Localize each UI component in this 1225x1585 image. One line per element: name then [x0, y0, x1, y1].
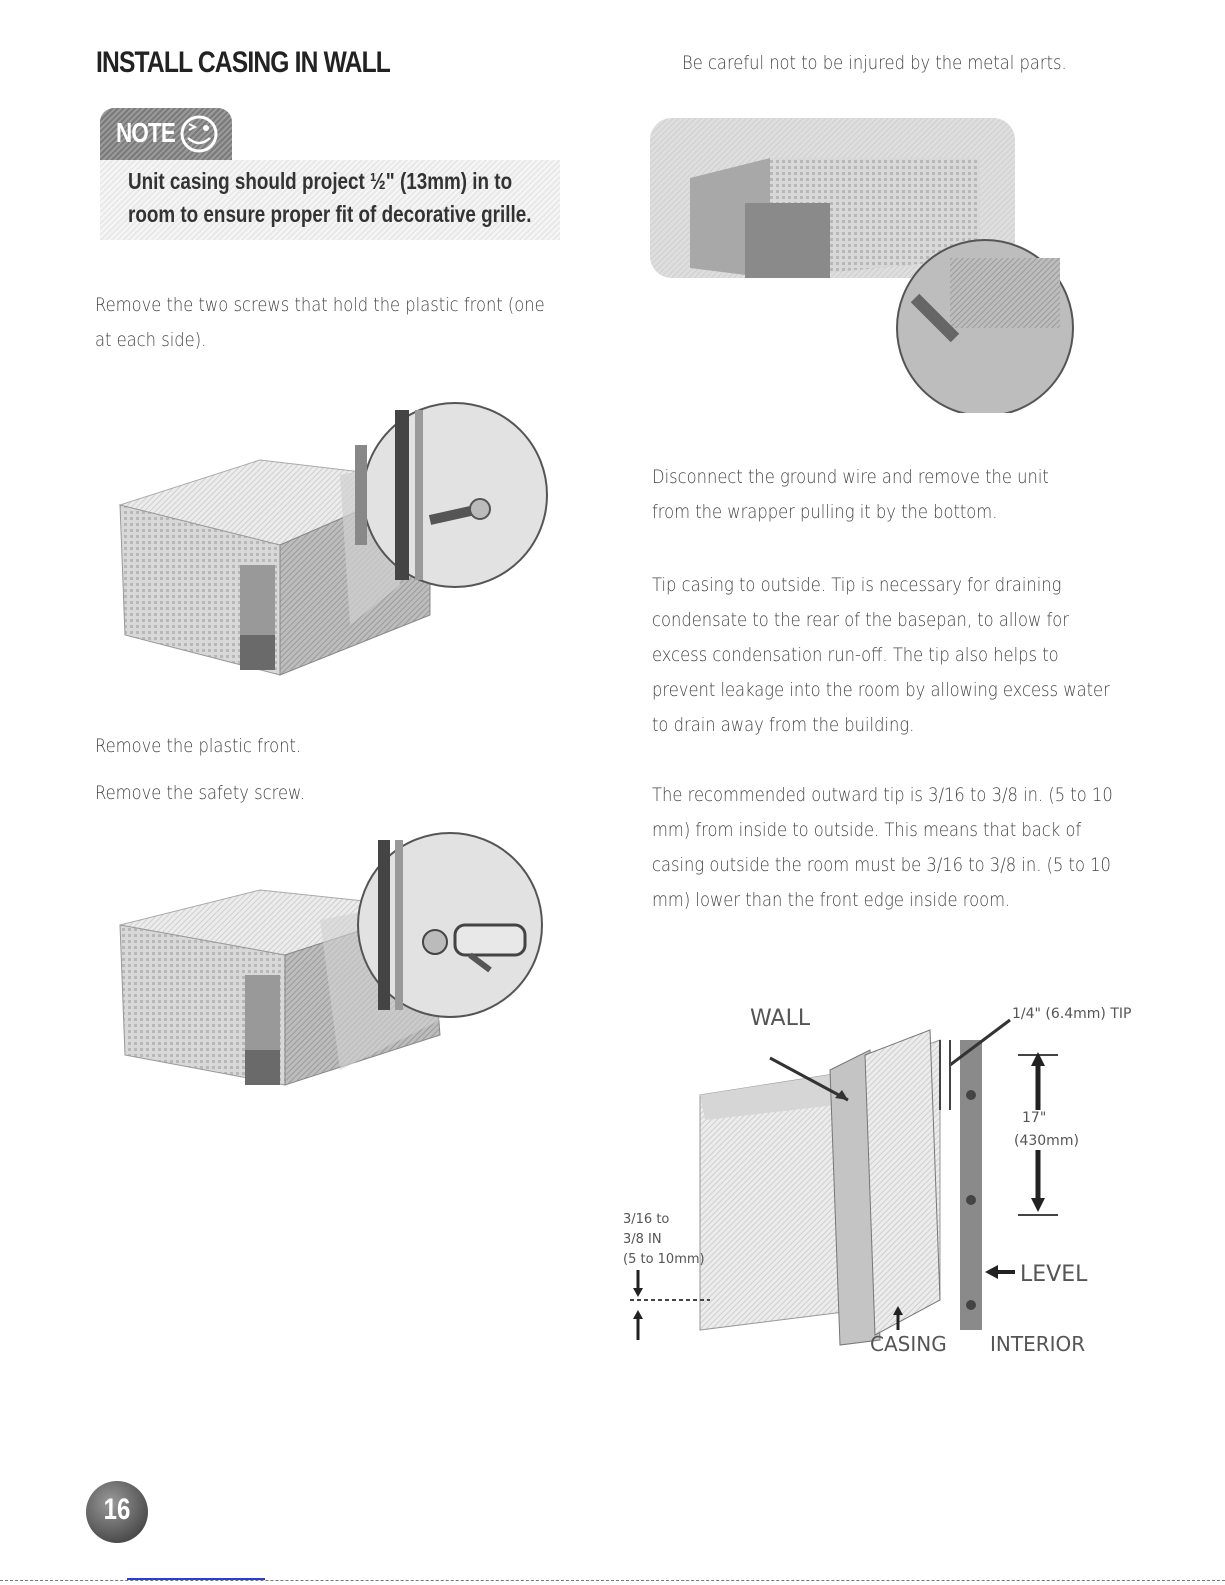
left-para-2: Remove the plastic front.: [95, 735, 302, 757]
side-label-1: 3/16 to: [623, 1212, 670, 1227]
casing-label: CASING: [870, 1332, 947, 1356]
page-number-badge: [86, 1481, 148, 1543]
screw-removal-illustration: [100, 385, 560, 690]
tip-paragraph: [652, 568, 1110, 743]
tip-label: 1/4" (6.4mm) TIP: [1012, 1006, 1132, 1022]
recommend-paragraph: [652, 778, 1113, 918]
casing-tip-diagram: [610, 1000, 1090, 1370]
height-label-2: (430mm): [1014, 1133, 1079, 1149]
tip-line-2: condensate to the rear of the basepan, to allow for: [652, 609, 1069, 631]
tip-line-3: excess condensation run-off. The tip also helps to: [652, 644, 1059, 666]
tip-line-4: prevent leakage into the room by allowing excess water: [652, 679, 1110, 701]
wink-smiley-icon: [171, 112, 231, 156]
recommend-line-4: mm) lower than the front edge inside room.: [652, 889, 1011, 911]
footer-divider: [0, 1580, 1225, 1581]
note-label: NOTE: [116, 117, 176, 148]
note-line-2: room to ensure proper fit of decorative grille.: [128, 201, 532, 227]
left-para-3: Remove the safety screw.: [95, 782, 306, 804]
wall-label: WALL: [750, 1006, 811, 1031]
disconnect-line-1: Disconnect the ground wire and remove the unit: [652, 466, 1049, 488]
left-para-1: [95, 288, 545, 358]
note-text: [128, 165, 531, 231]
disconnect-text: [652, 460, 1049, 530]
interior-label: INTERIOR: [990, 1332, 1086, 1356]
tip-line-1: Tip casing to outside. Tip is necessary for draining: [652, 574, 1062, 596]
tip-line-5: to drain away from the building.: [652, 714, 915, 736]
left-para-1-line-2: at each side).: [95, 329, 207, 351]
disconnect-line-2: from the wrapper pulling it by the bottom.: [652, 501, 998, 523]
warning-text: Be careful not to be injured by the metal parts.: [682, 52, 1067, 74]
recommend-line-2: mm) from inside to outside. This means that back of: [652, 819, 1082, 841]
level-label: LEVEL: [1020, 1262, 1088, 1287]
page-number: 16: [103, 1493, 131, 1526]
height-label-1: 17": [1022, 1110, 1047, 1126]
recommend-line-3: casing outside the room must be 3/16 to 3/8 in. (5 to 10: [652, 854, 1111, 876]
safety-screw-illustration: [110, 820, 550, 1090]
wrapper-removal-illustration: [650, 118, 1090, 413]
footer-link-underline: [127, 1578, 265, 1580]
side-label-2: 3/8 IN: [623, 1232, 662, 1247]
page-title: INSTALL CASING IN WALL: [96, 46, 391, 79]
note-line-1: Unit casing should project ½" (13mm) in to: [128, 168, 513, 194]
side-label-3: (5 to 10mm): [623, 1252, 705, 1267]
recommend-line-1: The recommended outward tip is 3/16 to 3/8 in. (5 to 10: [652, 784, 1113, 806]
left-para-1-line-1: Remove the two screws that hold the plastic front (one: [95, 294, 545, 316]
